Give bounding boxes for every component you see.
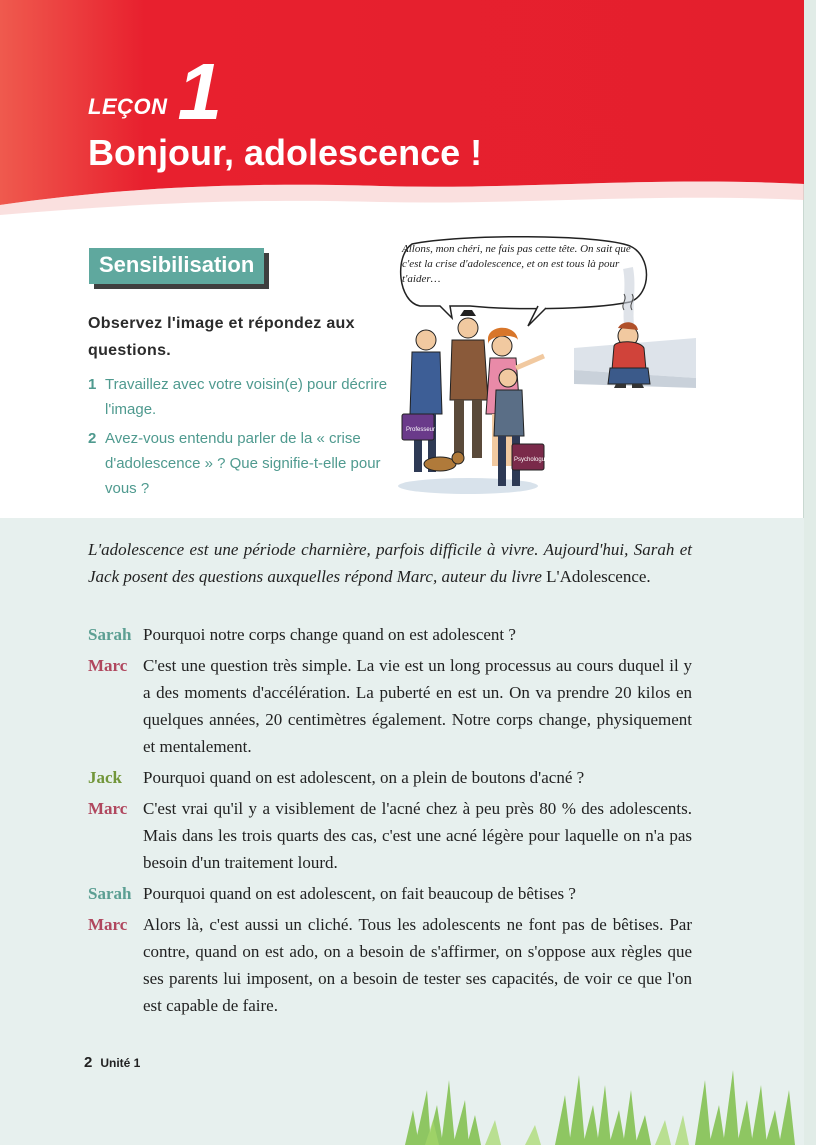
page-number: 2 <box>84 1054 93 1071</box>
dialogue-text: Pourquoi notre corps change quand on est adolescent ? <box>143 625 516 644</box>
grass-decoration <box>405 1060 804 1145</box>
dialogue-turn <box>88 652 692 760</box>
speech-bubble-text: Allons, mon chéri, ne fais pas cette tête. On sait que c'est la crise d'adolescence, et on est tous là pour t'aider… <box>402 243 631 285</box>
question-item <box>88 372 388 422</box>
book-title: L'Adolescence. <box>546 567 651 586</box>
speaker-name: Marc <box>88 799 128 818</box>
intro-text: L'adolescence est une période charnière, parfois difficile à vivre. Aujourd'hui, Sarah et Jack posent des questions auxquelles répond Marc, auteur du livre <box>88 540 692 586</box>
question-text: Avez-vous entendu parler de la « crise d'adolescence » ? Que signifie-t-elle pour vous ? <box>105 430 381 497</box>
dialogue-text: C'est une question très simple. La vie est un long processus au cours duquel il y a des moments d'accélération. La puberté en est un. On va prendre 20 kilos en quelques années, 20 centimètres également. Notre corps change, physiquement et mentalement. <box>143 656 692 756</box>
briefcase-label-psychologue: Psychologue <box>514 457 549 463</box>
briefcase-label-professeur: Professeur <box>406 427 436 433</box>
dialogue-text: Pourquoi quand on est adolescent, on fait beaucoup de bêtises ? <box>143 884 576 903</box>
speaker-name: Sarah <box>88 625 132 644</box>
dialogue-text: Alors là, c'est aussi un cliché. Tous les adolescents ne font pas de bêtises. Par contre, quand on est ado, on a besoin de s'affirmer, on s'oppose aux règles que ses parents lui imposent, on a besoin de tester ses capacités, de voir ce que l'on est capable de faire. <box>143 915 692 1015</box>
dialogue-text: Pourquoi quand on est adolescent, on a plein de boutons d'acné ? <box>143 768 585 787</box>
dialogue-turn <box>88 880 692 907</box>
page-edge-strip <box>803 0 816 1145</box>
instruction-text: Observez l'image et répondez aux questions. <box>88 315 355 359</box>
speaker-name: Marc <box>88 915 128 934</box>
lecon-number: 1 <box>177 47 222 136</box>
lesson-heading <box>88 47 222 136</box>
lecon-label: LEÇON <box>88 94 168 119</box>
intro-paragraph <box>88 536 692 590</box>
speaker-name: Marc <box>88 656 128 675</box>
question-text: Travaillez avec votre voisin(e) pour décrire l'image. <box>105 376 388 418</box>
dialogue-turn <box>88 621 692 648</box>
dialogue-text: C'est vrai qu'il y a visiblement de l'acné chez à peu près 80 % des adolescents. Mais dans les trois quarts des cas, c'est une acné légère pour laquelle on n'a pas besoin d'un traitement lourd. <box>143 799 692 872</box>
question-number: 2 <box>88 430 97 447</box>
question-list <box>88 372 388 505</box>
dialogue-turn <box>88 764 692 791</box>
question-item <box>88 426 388 501</box>
question-number: 1 <box>88 376 97 393</box>
speaker-name: Sarah <box>88 884 132 903</box>
sensibilisation-badge: Sensibilisation <box>89 248 264 284</box>
dialogue-turn <box>88 911 692 1019</box>
dialogue-turn <box>88 795 692 876</box>
speaker-name: Jack <box>88 768 122 787</box>
page-footer <box>84 1054 140 1071</box>
unit-label: Unité 1 <box>100 1056 141 1070</box>
lesson-title: Bonjour, adolescence ! <box>88 132 483 173</box>
dialogue <box>88 621 692 1023</box>
